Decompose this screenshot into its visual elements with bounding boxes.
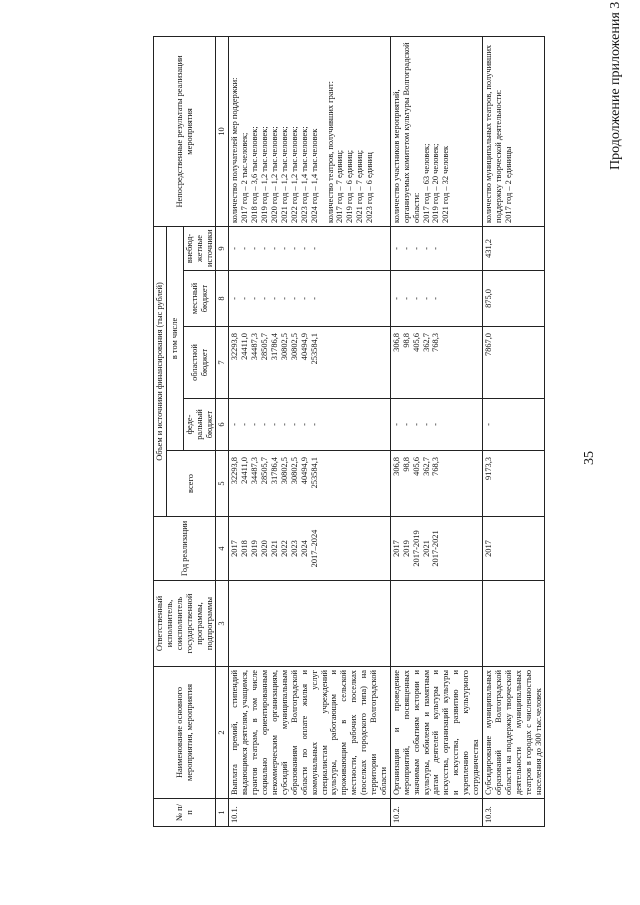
total-cell	[229, 451, 391, 517]
total-value: 31786,4	[269, 457, 279, 485]
result-line: 2017 год – 63 человек;	[421, 143, 431, 223]
result-line: 2021 год – 1,2 тыс.человек;	[279, 126, 289, 223]
total-value: 32293,8	[230, 457, 240, 485]
activity-name: Субсидирование муниципальных образований Волгоградской области на поддержку творческой деятельности муниципальных театров в городах с численностью населения до 300 тыс.человек	[483, 667, 545, 799]
local-value: -	[421, 297, 431, 300]
total-value: 28505,7	[260, 457, 270, 485]
header-federal: феде-ральный бюджет	[183, 399, 216, 451]
row-number: 10.3.	[483, 799, 545, 827]
federal-value: -	[431, 423, 441, 426]
table-row	[390, 36, 482, 826]
results-cell	[390, 36, 482, 226]
year-value: 2022	[279, 540, 289, 557]
local-value: -	[431, 297, 441, 300]
column-number: 9	[216, 226, 229, 270]
result-line: 2021 год – 32 человек	[441, 145, 451, 223]
column-number: 2	[216, 667, 229, 799]
result-line: 2023 год – 1,4 тыс.человек;	[299, 126, 309, 223]
regional-value: 30802,5	[279, 333, 289, 361]
row-number: 10.2.	[390, 799, 482, 827]
year-value: 2017-2021	[431, 530, 441, 567]
regional-value: 31786,4	[269, 333, 279, 361]
result-line: количество муниципальных театров, получивших поддержку творческой деятельности:	[484, 44, 503, 223]
header-including: в том числе	[166, 226, 183, 450]
local-value: -	[260, 297, 270, 300]
regional-value: 253584,1	[309, 333, 319, 365]
total-value: 9173,3	[484, 457, 493, 481]
column-number: 8	[216, 271, 229, 327]
result-line: 2023 год – 6 единиц	[365, 152, 375, 223]
local-value: -	[240, 297, 250, 300]
years-cell	[390, 517, 482, 581]
total-value: 24411,0	[240, 457, 250, 484]
appendix-label: Продолжение приложения 3	[608, 1, 623, 170]
result-line: количество театров, получивших грант:	[325, 81, 335, 223]
offbudget-cell	[483, 226, 545, 270]
results-cell	[229, 36, 391, 226]
offbudget-value: -	[421, 247, 431, 250]
regional-cell	[229, 327, 391, 399]
page-number: 35	[582, 451, 597, 465]
year-value: 2017	[391, 540, 401, 557]
table-row	[483, 36, 545, 826]
year-value: 2018	[240, 540, 250, 557]
regional-value: 7867,0	[484, 333, 493, 357]
year-value: 2017–2024	[309, 529, 319, 568]
regional-value: 405,6	[411, 333, 421, 352]
local-value: -	[269, 297, 279, 300]
local-value: -	[279, 297, 289, 300]
column-number: 7	[216, 327, 229, 399]
offbudget-value: -	[411, 247, 421, 250]
executor	[229, 581, 391, 667]
result-line: 2024 год – 1,4 тыс.человек	[309, 128, 319, 223]
header-regional: областной бюджет	[183, 327, 216, 399]
offbudget-value: -	[391, 247, 401, 250]
offbudget-value: -	[230, 247, 240, 250]
result-line: количество получателей мер поддержки:	[230, 77, 240, 223]
year-value: 2017-2019	[411, 530, 421, 567]
offbudget-value: -	[240, 247, 250, 250]
year-value: 2020	[260, 540, 270, 557]
local-value: -	[309, 297, 319, 300]
header-num: № п/п	[154, 799, 216, 827]
offbudget-value: -	[260, 247, 270, 250]
local-value: 875,0	[484, 289, 493, 308]
offbudget-value: -	[401, 247, 411, 250]
federal-value: -	[391, 423, 401, 426]
header-offbudget: внебюд-жетные источники	[183, 226, 216, 270]
federal-cell	[390, 399, 482, 451]
year-value: 2019	[401, 540, 411, 557]
total-cell	[390, 451, 482, 517]
funding-table	[153, 36, 545, 827]
result-line: 2017 год – 7 единиц;	[335, 149, 345, 223]
result-line: 2019 год – 20 человек;	[431, 143, 441, 223]
regional-value: 30802,5	[289, 333, 299, 361]
executor	[390, 581, 482, 667]
header-total: всего	[166, 451, 216, 517]
regional-value: 306,8	[391, 333, 401, 352]
column-number: 3	[216, 581, 229, 667]
federal-cell	[229, 399, 391, 451]
year-value: 2019	[250, 540, 260, 557]
total-value: 30802,5	[279, 457, 289, 485]
regional-value: 362,7	[421, 333, 431, 352]
result-line: 2020 год – 1,2 тыс.человек;	[269, 126, 279, 223]
total-value: 40494,9	[299, 457, 309, 485]
table-row	[229, 36, 391, 826]
header-name: Наименование основного мероприятия, мероприятия	[154, 667, 216, 799]
federal-value: -	[250, 423, 260, 426]
regional-value: 34487,3	[250, 333, 260, 361]
header-year: Год реализации	[154, 517, 216, 581]
total-value: 253584,1	[309, 457, 319, 489]
local-cell	[229, 271, 391, 327]
federal-value: -	[309, 423, 319, 426]
activity-name: Организация и проведение мероприятий, посвященных значимым событиям истории и культуры, юбилеям и памятным датам деятелей культуры и искусства, организаций культуры и искусства, развитию и укреплению культурного сотрудничества	[390, 667, 482, 799]
year-value: 2021	[421, 540, 431, 557]
year-value: 2024	[299, 540, 309, 557]
header-results: Непосредственные результаты реализации мероприятия	[154, 36, 216, 226]
offbudget-cell	[390, 226, 482, 270]
row-number: 10.1.	[229, 799, 391, 827]
offbudget-value: -	[309, 247, 319, 250]
result-line: 2018 год – 3,6 тыс.человек;	[250, 126, 260, 223]
federal-value: -	[421, 423, 431, 426]
federal-value: -	[484, 423, 493, 426]
result-line: 2021 год – 7 единиц;	[355, 149, 365, 223]
federal-value: -	[230, 423, 240, 426]
federal-value: -	[240, 423, 250, 426]
federal-value: -	[299, 423, 309, 426]
local-cell	[390, 271, 482, 327]
federal-value: -	[279, 423, 289, 426]
header-funding: Объем и источники финансирования (тыс рублей)	[154, 226, 167, 516]
total-value: 98,8	[401, 457, 411, 472]
offbudget-value: -	[269, 247, 279, 250]
local-value: -	[289, 297, 299, 300]
offbudget-value: -	[299, 247, 309, 250]
header-executor: Ответственный исполнитель, соисполнитель государственной программы, подпрограммы	[154, 581, 216, 667]
result-line: 2019 год – 1,2 тыс.человек;	[260, 126, 270, 223]
total-value: 405,6	[411, 457, 421, 476]
regional-value: 98,8	[401, 333, 411, 348]
result-line: 2019 год – 6 единиц;	[345, 149, 355, 223]
result-line: 2017 год – 2 единицы	[503, 146, 513, 223]
offbudget-value: -	[289, 247, 299, 250]
local-cell	[483, 271, 545, 327]
local-value: -	[250, 297, 260, 300]
year-value: 2017	[230, 540, 240, 557]
offbudget-value: 431,2	[484, 239, 493, 258]
year-value: 2021	[269, 540, 279, 557]
federal-value: -	[289, 423, 299, 426]
year-value: 2017	[484, 540, 493, 557]
local-value: -	[230, 297, 240, 300]
results-cell	[483, 36, 545, 226]
total-value: 30802,5	[289, 457, 299, 485]
table-body	[229, 36, 545, 826]
regional-value: 28505,7	[260, 333, 270, 361]
result-line: количество участников мероприятий, организуемых комитетом культуры Волгоградской области:	[391, 42, 421, 223]
regional-value: 40494,9	[299, 333, 309, 361]
offbudget-value: -	[250, 247, 260, 250]
column-number: 10	[216, 36, 229, 226]
offbudget-value: -	[279, 247, 289, 250]
years-cell	[483, 517, 545, 581]
executor	[483, 581, 545, 667]
local-value: -	[401, 297, 411, 300]
activity-name: Выплата премий, стипендий выдающимся деятелям, учащимся, грантов театрам, в том числе социально ориентированным некоммерческим организациям, субсидий муниципальным образованиям Волгоградской области по оплате жилья и коммунальных услуг специалистам учреждений культуры, работающим и проживающим в сельской местности, рабочих поселках (поселках городского типа) на территории Волгоградской области	[229, 667, 391, 799]
regional-value: 24411,0	[240, 333, 250, 360]
federal-value: -	[260, 423, 270, 426]
federal-value: -	[401, 423, 411, 426]
regional-cell	[483, 327, 545, 399]
total-value: 306,8	[391, 457, 401, 476]
offbudget-cell	[229, 226, 391, 270]
header-local: местный бюджет	[183, 271, 216, 327]
local-value: -	[411, 297, 421, 300]
regional-cell	[390, 327, 482, 399]
header-row-1	[154, 36, 167, 826]
column-number: 4	[216, 517, 229, 581]
column-number: 6	[216, 399, 229, 451]
years-cell	[229, 517, 391, 581]
year-value: 2023	[289, 540, 299, 557]
regional-value: 32293,8	[230, 333, 240, 361]
result-line: 2022 год – 1,2 тыс.человек;	[289, 126, 299, 223]
offbudget-value: -	[431, 247, 441, 250]
total-value: 768,3	[431, 457, 441, 476]
column-number-row	[216, 36, 229, 826]
total-value: 362,7	[421, 457, 431, 476]
total-value: 34487,3	[250, 457, 260, 485]
regional-value: 768,3	[431, 333, 441, 352]
local-value: -	[299, 297, 309, 300]
federal-value: -	[411, 423, 421, 426]
total-cell	[483, 451, 545, 517]
federal-cell	[483, 399, 545, 451]
federal-value: -	[269, 423, 279, 426]
local-value: -	[391, 297, 401, 300]
column-number: 5	[216, 451, 229, 517]
column-number: 1	[216, 799, 229, 827]
result-line: 2017 год – 2 тыс.человек;	[240, 132, 250, 223]
